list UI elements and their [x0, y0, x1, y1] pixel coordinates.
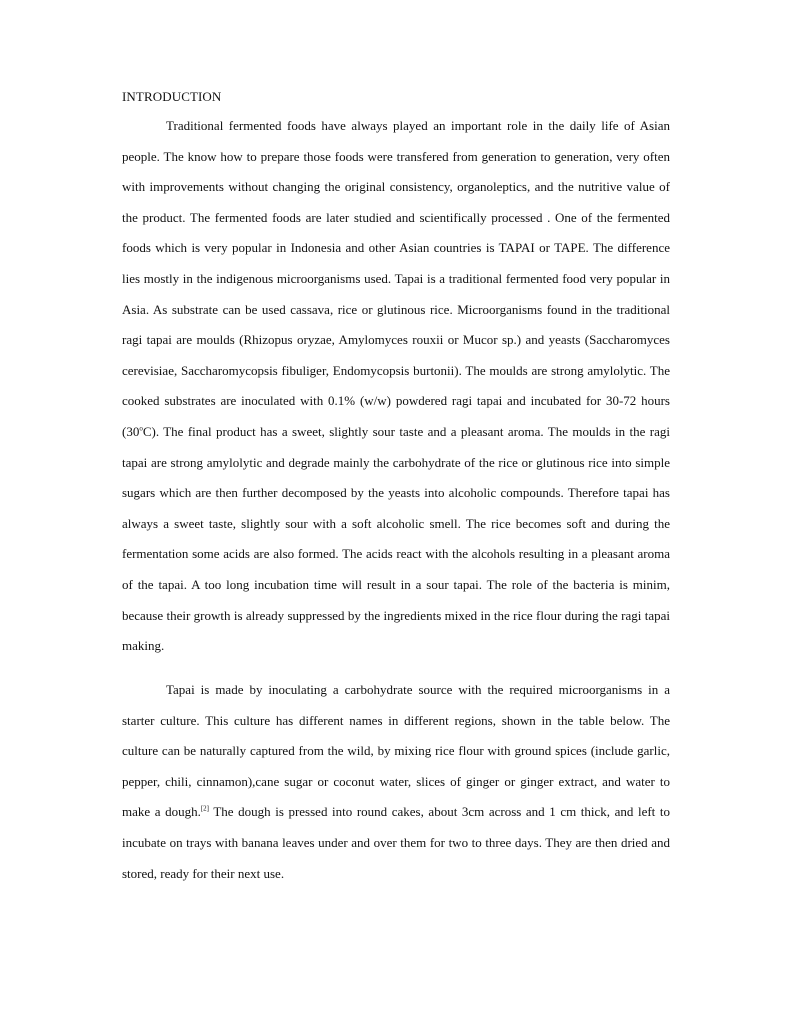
paragraph-tapai-making — [122, 675, 670, 889]
paragraph-introduction — [122, 111, 670, 662]
paragraph-text: The dough is pressed into round cakes, about 3cm across and 1 cm thick, and left to incubate on trays with banana leaves under and over them for two to three days. They are then dried and stored, ready for their next use. — [122, 804, 670, 881]
section-heading: INTRODUCTION — [122, 89, 222, 104]
paragraph-text: C). The final product has a sweet, slightly sour taste and a pleasant aroma. The moulds in the ragi tapai are strong amylolytic and degrade mainly the carbohydrate of the rice or glutinous rice into simple sugars which are then further decomposed by the yeasts into alcoholic compounds. Therefore tapai has always a sweet taste, slightly sour with a soft alcoholic smell. The rice becomes soft and during the fermentation some acids are also formed. The acids react with the alcohols resulting in a pleasant aroma of the tapai. A too long incubation time will result in a sour tapai. The role of the bacteria is minim, because their growth is already suppressed by the ingredients mixed in the rice flour during the ragi tapai making. — [122, 423, 670, 654]
citation-superscript: [2] — [200, 805, 209, 814]
paragraph-text: Tapai is made by inoculating a carbohydrate source with the required microorganisms in a starter culture. This culture has different names in different regions, shown in the table below. The culture can be naturally captured from the wild, by mixing rice flour with ground spices (include garlic, pepper, chili, cinnamon),cane sugar or coconut water, slices of ginger or ginger extract, and water to make a dough. — [122, 682, 670, 820]
degree-superscript: o — [139, 424, 143, 433]
paragraph-text: Traditional fermented foods have always played an important role in the daily life of Asian people. The know how to prepare those foods were transfered from generation to generation, very often with improvements without changing the original consistency, organoleptics, and the nutritive value of the product. The fermented foods are later studied and scientifically processed . One of the fermented foods which is very popular in Indonesia and other Asian countries is TAPAI or TAPE. The difference lies mostly in the indigenous microorganisms used. Tapai is a traditional fermented food very popular in Asia. As substrate can be used cassava, rice or glutinous rice. Microorganisms found in the traditional ragi tapai are moulds (Rhizopus oryzae, Amylomyces rouxii or Mucor sp.) and yeasts (Saccharomyces cerevisiae, Saccharomycopsis fibuliger, Endomycopsis burtonii). The moulds are strong amylolytic. The cooked substrates are inoculated with 0.1% (w/w) powdered ragi tapai and incubated for 30-72 hours (30 — [122, 118, 670, 439]
